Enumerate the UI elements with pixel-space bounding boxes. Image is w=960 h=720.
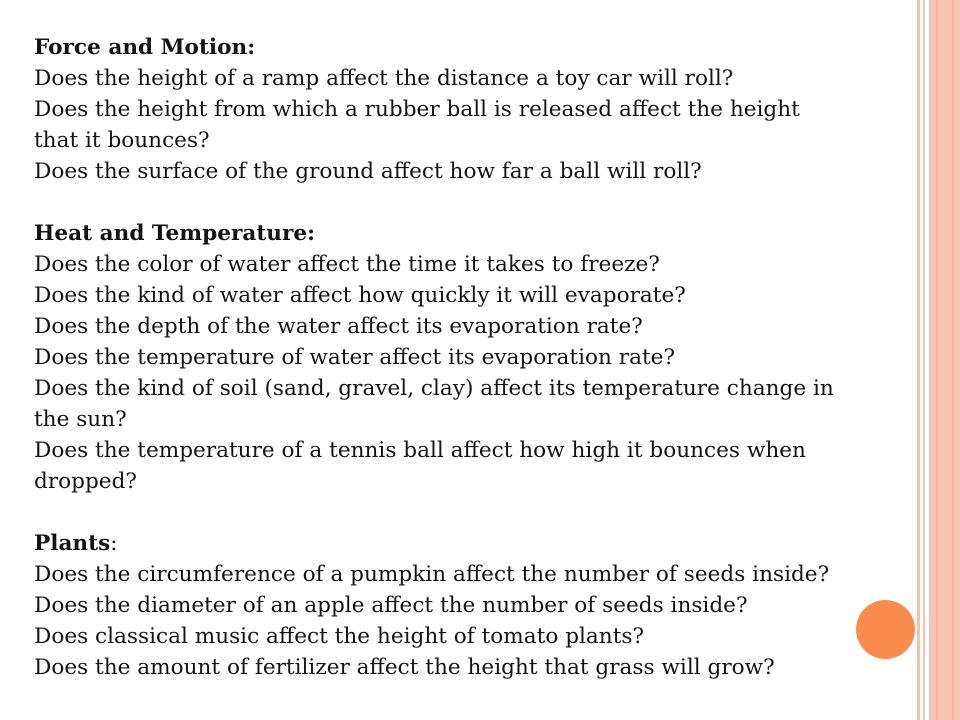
question-line: Does the color of water affect the time it takes to freeze? (34, 252, 660, 277)
question-line: Does the amount of fertilizer affect the height that grass will grow? (34, 655, 775, 680)
question-line: Does the circumference of a pumpkin affect the number of seeds inside? (34, 562, 830, 587)
section-plants (34, 528, 929, 683)
section-heat-and-temperature (34, 218, 929, 497)
question-line: Does the depth of the water affect its evaporation rate? (34, 314, 643, 339)
question-line: the sun? (34, 407, 127, 432)
question-line: Does the height from which a rubber ball is released affect the height (34, 97, 800, 122)
question-line: that it bounces? (34, 128, 210, 153)
question-line: Does the temperature of a tennis ball affect how high it bounces when (34, 438, 806, 463)
section-force-and-motion (34, 32, 929, 187)
question-line: Does the surface of the ground affect how far a ball will roll? (34, 159, 702, 184)
question-line: Does the diameter of an apple affect the number of seeds inside? (34, 593, 748, 618)
decorative-stripe (936, 0, 938, 720)
question-line: Does the temperature of water affect its evaporation rate? (34, 345, 676, 370)
decorative-stripe (952, 0, 954, 720)
section-heading: Plants: (34, 531, 118, 556)
question-line: Does classical music affect the height of tomato plants? (34, 624, 645, 649)
question-line: Does the height of a ramp affect the distance a toy car will roll? (34, 66, 734, 91)
section-heading: Heat and Temperature: (34, 221, 316, 246)
question-line: Does the kind of soil (sand, gravel, clay) affect its temperature change in (34, 376, 834, 401)
question-line: dropped? (34, 469, 137, 494)
decorative-band (929, 0, 960, 720)
section-heading: Force and Motion: (34, 35, 256, 60)
slide-body (34, 32, 929, 683)
question-line: Does the kind of water affect how quickly it will evaporate? (34, 283, 686, 308)
